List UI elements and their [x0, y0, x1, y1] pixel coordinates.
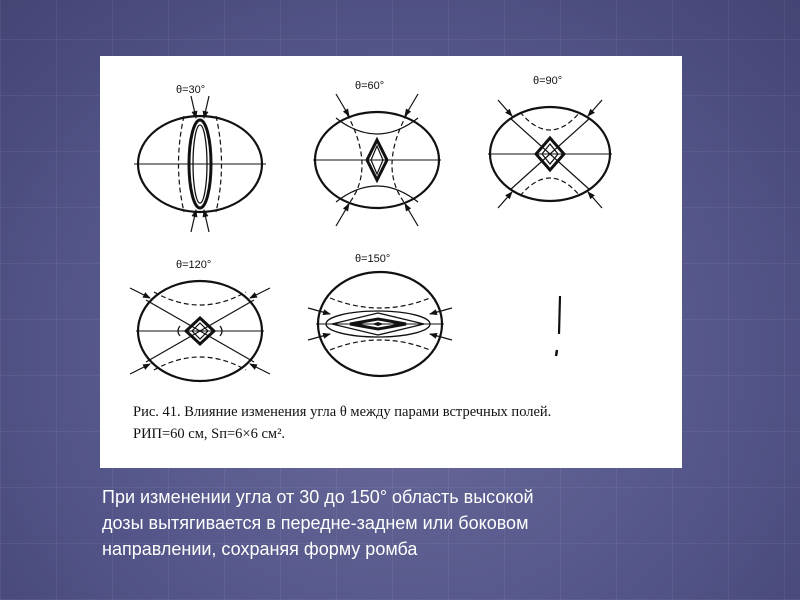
diagram-label-theta-90: θ=90° [533, 75, 563, 87]
figure-panel [100, 56, 682, 468]
slide-text-line-2: дозы вытягивается в передне-заднем или боковом [102, 513, 529, 533]
figure-caption-line-2: РИП=60 см, Sп=6×6 см². [133, 426, 286, 442]
diagram-label-theta-120: θ=120° [176, 259, 212, 271]
diagram-theta-60 [313, 80, 441, 226]
figure-caption-line-1: Рис. 41. Влияние изменения угла θ между парами встречных полей. [133, 404, 552, 420]
diagram-label-theta-30: θ=30° [176, 84, 206, 96]
diagram-theta-90 [488, 75, 612, 208]
slide-text-line-1: При изменении угла от 30 до 150° область высокой [102, 487, 534, 507]
slide-body-text [102, 484, 682, 562]
diagram-theta-150 [308, 253, 452, 376]
dose-distribution-diagram [100, 56, 682, 468]
diagram-label-theta-150: θ=150° [355, 253, 391, 265]
slide-text-line-3: направлении, сохраняя форму ромба [102, 539, 418, 559]
scan-marks [556, 296, 560, 356]
diagram-label-theta-60: θ=60° [355, 80, 385, 92]
diagram-theta-120 [130, 259, 270, 381]
diagram-theta-30 [134, 84, 266, 232]
